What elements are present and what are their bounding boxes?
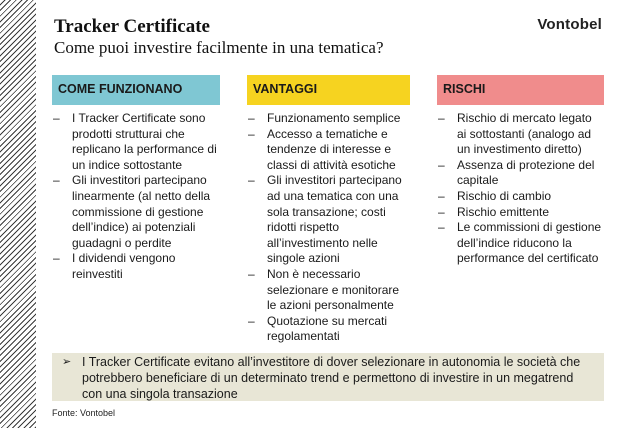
list-item-text: Accesso a tematiche e tendenze di interesse e classi di attività esotiche xyxy=(267,126,396,172)
dash-bullet-icon: – xyxy=(248,173,255,188)
column-come-funzionano xyxy=(52,75,220,283)
decorative-hatch xyxy=(0,0,36,428)
column-list xyxy=(52,111,220,283)
list-item xyxy=(437,189,604,205)
list-item xyxy=(247,111,410,127)
dash-bullet-icon: – xyxy=(248,126,255,141)
column-list xyxy=(437,111,604,267)
list-item xyxy=(437,111,604,158)
column-heading: VANTAGGI xyxy=(247,75,410,105)
list-item xyxy=(247,267,410,314)
dash-bullet-icon: – xyxy=(438,188,445,203)
list-item xyxy=(52,173,220,251)
column-rischi xyxy=(437,75,604,267)
brand-logo: Vontobel xyxy=(537,16,602,33)
list-item-text: Le commissioni di gestione dell’indice riducono la performance del certificato xyxy=(457,220,602,266)
list-item-text: Assenza di protezione del capitale xyxy=(457,157,595,188)
list-item xyxy=(437,205,604,221)
list-item-text: Gli investitori partecipano ad una tematica con una sola transazione; costi ridotti rispetto all’investimento nelle singole azioni xyxy=(267,173,402,266)
source-note: Fonte: Vontobel xyxy=(52,408,116,418)
dash-bullet-icon: – xyxy=(438,111,445,125)
dash-bullet-icon: – xyxy=(248,266,255,281)
list-item xyxy=(437,158,604,189)
summary-box xyxy=(52,353,604,401)
dash-bullet-icon: – xyxy=(248,313,255,328)
list-item-text: Non è necessario selezionare e monitorare le azioni personalmente xyxy=(267,266,400,313)
dash-bullet-icon: – xyxy=(438,220,445,235)
list-item xyxy=(247,127,410,174)
list-item xyxy=(247,173,410,267)
column-list xyxy=(247,111,410,345)
page-title: Tracker Certificate xyxy=(54,16,210,37)
dash-bullet-icon: – xyxy=(438,157,445,172)
dash-bullet-icon: – xyxy=(53,251,60,266)
list-item-text: I Tracker Certificate sono prodotti strutturai che replicano la performance di un indice sottostante xyxy=(72,111,217,172)
list-item-text: I dividendi vengono reinvestiti xyxy=(72,251,176,281)
dash-bullet-icon: – xyxy=(438,204,445,219)
list-item xyxy=(52,251,220,282)
list-item-text: Funzionamento semplice xyxy=(267,111,401,125)
column-heading: RISCHI xyxy=(437,75,604,105)
list-item-text: Rischio emittente xyxy=(457,204,550,219)
dash-bullet-icon: – xyxy=(53,173,60,188)
dash-bullet-icon: – xyxy=(53,111,60,125)
list-item-text: Rischio di mercato legato ai sottostanti (analogo ad un investimento diretto) xyxy=(457,111,592,157)
list-item-text: Rischio di cambio xyxy=(457,188,552,203)
column-heading: COME FUNZIONANO xyxy=(52,75,220,105)
list-item-text: Quotazione su mercati regolamentati xyxy=(267,313,388,344)
column-vantaggi xyxy=(247,75,410,345)
dash-bullet-icon: – xyxy=(248,111,255,125)
list-item xyxy=(437,220,604,267)
summary-text: I Tracker Certificate evitano all’investitore di dover selezionare in autonomia le società che potrebbero beneficiare di un determinato trend e permettono di investire in un megatrend con una singola transazione xyxy=(82,355,581,401)
arrow-bullet-icon: ➢ xyxy=(62,356,72,368)
list-item xyxy=(52,111,220,173)
list-item-text: Gli investitori partecipano linearmente (al netto della commissione di gestione dell’indice) ai potenziali guadagni o perdite xyxy=(72,173,211,250)
page-subtitle: Come puoi investire facilmente in una tematica? xyxy=(54,38,384,57)
list-item xyxy=(247,314,410,345)
